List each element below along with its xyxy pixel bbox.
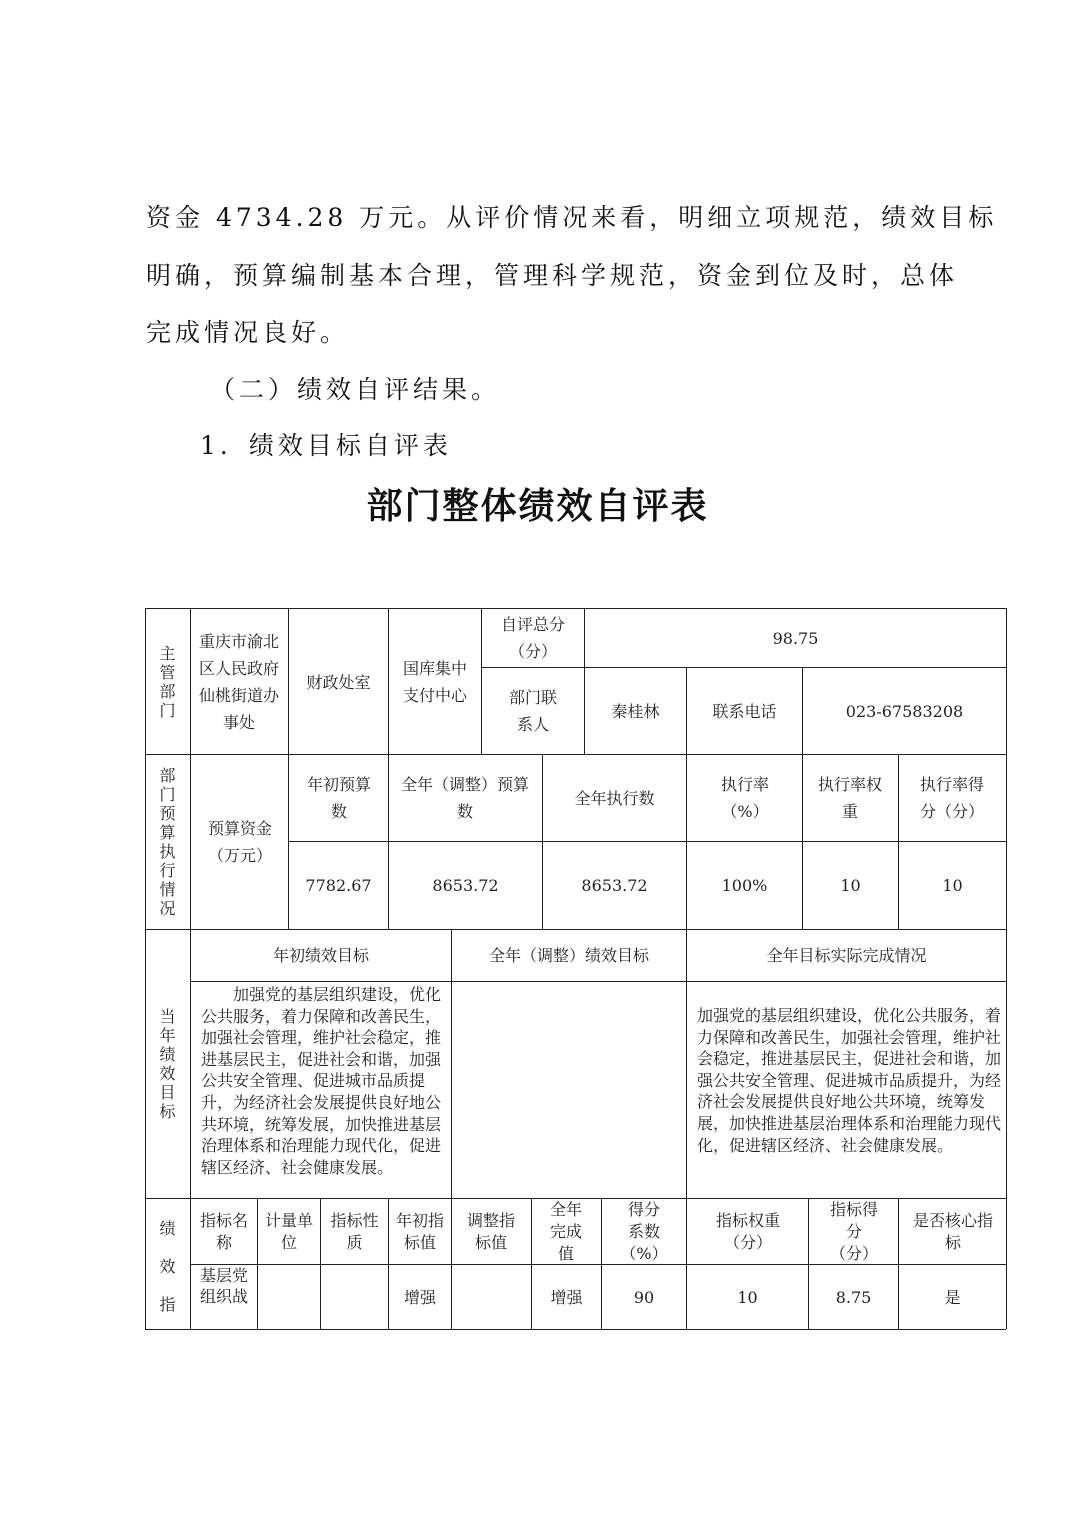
th-indicator-name: 指标名称	[199, 1210, 248, 1252]
value-exec-rate: 100%	[721, 876, 768, 895]
td-nature	[321, 1265, 388, 1329]
td-initial-value: 增强	[403, 1287, 436, 1307]
th-completed-value: 全年完成值	[549, 1199, 582, 1263]
contact-name: 秦桂林	[611, 701, 660, 721]
header-rate-weight: 执行率权重	[817, 775, 882, 821]
label-annual-goals: 当年绩效目标	[159, 1007, 176, 1121]
section-heading: （二）绩效自评结果。	[210, 375, 501, 404]
value-rate-weight: 10	[840, 876, 861, 895]
value-rate-score: 10	[942, 876, 963, 895]
office-name: 财政处室	[306, 672, 371, 692]
td-is-core: 是	[944, 1287, 961, 1307]
th-unit: 计量单位	[264, 1210, 313, 1252]
th-indicator-score: 指标得分（分）	[829, 1199, 878, 1263]
label-supervising-dept: 主管部门	[159, 644, 176, 720]
intro-line-2: 明确，预算编制基本合理，管理科学规范，资金到位及时，总体	[146, 261, 959, 290]
th-initial-value: 年初指标值	[395, 1210, 444, 1252]
header-actual-completion: 全年目标实际完成情况	[766, 946, 927, 965]
header-executed: 全年执行数	[574, 788, 655, 808]
td-score-coefficient: 90	[633, 1287, 655, 1307]
value-executed: 8653.72	[581, 876, 648, 895]
page-title: 部门整体绩效自评表	[366, 486, 709, 527]
initial-goals-text: 加强党的基层组织建设，优化公共服务，着力保障和改善民生，加强社会管理，维护社会稳定，推进基层民主，促进社会和谐，加强公共安全管理、促进城市品质提升，为经济社会发展提供良好地公共环境，统筹发展，加快推进基层治理体系和治理能力现代化，促进辖区经济、社会健康发展。	[201, 985, 442, 1177]
label-budget-execution: 部门预算执行情况	[159, 766, 176, 918]
td-indicator-score: 8.75	[835, 1287, 872, 1307]
value-initial-budget: 7782.67	[305, 876, 372, 895]
center-name: 国库集中支付中心	[402, 659, 467, 705]
budget-label: 预算资金（万元）	[207, 819, 272, 865]
header-rate-score: 执行率得分（分）	[919, 775, 984, 821]
header-exec-rate: 执行率（%）	[720, 775, 769, 821]
intro-line-3: 完成情况良好。	[146, 318, 350, 347]
phone-value: 023-67583208	[845, 701, 964, 721]
dept-name: 重庆市渝北区人民政府仙桃街道办事处	[199, 632, 280, 732]
score-label: 自评总分（分）	[500, 615, 565, 661]
contact-label: 部门联系人	[508, 688, 557, 734]
td-indicator-name: 基层党组织战	[199, 1266, 248, 1306]
label-performance-indicators: 绩效指	[159, 1219, 176, 1314]
header-adjusted-goals: 全年（调整）绩效目标	[488, 946, 649, 965]
subsection-heading: 1．绩效目标自评表	[200, 431, 452, 460]
header-adjusted-budget: 全年（调整）预算数	[401, 775, 530, 821]
header-initial-goals: 年初绩效目标	[272, 946, 369, 965]
td-unit	[258, 1265, 320, 1329]
td-completed-value: 增强	[550, 1287, 583, 1307]
th-score-coefficient: 得分系数（%）	[620, 1199, 668, 1263]
phone-label: 联系电话	[712, 701, 777, 721]
th-is-core: 是否核心指标	[912, 1210, 993, 1252]
actual-completion-text: 加强党的基层组织建设，优化公共服务，着力保障和改善民生，加强社会管理，维护社会稳定，推进基层民主，促进社会和谐，加强公共安全管理、促进城市品质提升，为经济社会发展提供良好地公共环境，统筹发展，加快推进基层治理体系和治理能力现代化，促进辖区经济、社会健康发展。	[697, 1006, 1002, 1155]
th-nature: 指标性质	[330, 1210, 379, 1252]
th-adjusted-value: 调整指标值	[466, 1210, 515, 1252]
header-initial-budget: 年初预算数	[306, 775, 371, 821]
td-indicator-weight: 10	[737, 1287, 758, 1307]
td-adjusted-value	[452, 1265, 531, 1329]
th-indicator-weight: 指标权重（分）	[715, 1210, 780, 1252]
intro-line-1: 资金 4734.28 万元。从评价情况来看，明细立项规范，绩效目标	[146, 203, 998, 232]
value-adjusted-budget: 8653.72	[432, 876, 499, 895]
score-value: 98.75	[772, 628, 819, 648]
